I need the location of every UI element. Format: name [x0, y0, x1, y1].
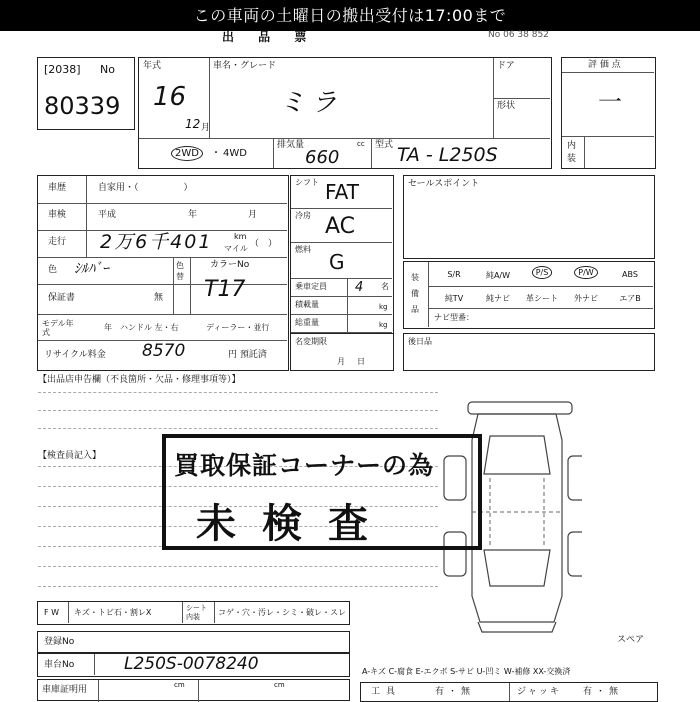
recycle-value: 8570 [142, 341, 186, 361]
model-year-value: 16 [153, 82, 187, 112]
notes-label: 【出品店申告欄（不良箇所・欠品・修理事項等）】 [38, 375, 241, 385]
registration-row [37, 631, 350, 653]
equip-power-window: P/W [566, 268, 606, 277]
afterfit-box [403, 333, 655, 371]
recycle-label: リサイクル料金 [44, 350, 106, 360]
equip-alloy-wheel: 純A/W [485, 271, 511, 280]
history-label: 車歴 [48, 183, 67, 193]
meigi-box [290, 333, 394, 371]
model-year-row-handle: ハンドル 左・右 [120, 323, 179, 332]
afterfit-label: 後日品 [408, 337, 432, 346]
interior-label: 内装 [567, 141, 577, 164]
inspection-year: 年 [188, 210, 198, 220]
capacity-value: 4 [355, 280, 364, 295]
certificate-label: 車庫証明用 [42, 685, 88, 695]
chassis-label: 車台No [44, 660, 75, 670]
fuel-value: G [329, 250, 345, 274]
equip-navi: 純ナビ [486, 294, 510, 303]
fw-row [37, 601, 350, 625]
fw-label: F W [44, 608, 60, 617]
color-code-label: カラーNo [210, 260, 250, 270]
detail-box [37, 175, 289, 371]
saturday-pickup-banner: この車両の土曜日の搬出受付は17:00まで [0, 0, 700, 31]
mileage-unit-mile: マイル [224, 244, 248, 253]
registration-label: 登録No [44, 637, 75, 647]
equip-airbag: エアB [619, 294, 641, 303]
shift-label: シフト [295, 178, 319, 187]
color-value: ｼﾙﾊﾞｰ [74, 261, 109, 277]
certificate-row [37, 679, 350, 701]
car-name-label: 車名・グレード [213, 61, 277, 71]
seat-label: シート内装 [186, 604, 207, 621]
inspection-era: 平成 [98, 210, 117, 220]
stamp-title: 買取保証コーナーの為 [174, 451, 435, 480]
capacity-label: 乗車定員 [295, 282, 327, 291]
model-year-row-dealer: ディーラー・並行 [206, 323, 270, 332]
tools-value: 有・無 [435, 687, 475, 697]
score-label: 評 価 点 [588, 60, 621, 70]
lot-code: [2038] [44, 63, 81, 76]
aircon-label: 冷房 [295, 211, 311, 220]
inspection-month: 月 [248, 210, 258, 220]
fuel-label: 燃料 [295, 245, 311, 254]
jack-value: 有・無 [583, 687, 623, 697]
score-value: 一 [598, 88, 622, 116]
sales-point-label: セールスポイント [408, 179, 480, 189]
tools-row [360, 682, 658, 702]
model-year-row-year: 年 [104, 323, 112, 332]
warranty-value: 無 [154, 293, 164, 303]
model-year-row-label: モデル年式 [42, 319, 74, 337]
mileage-label: 走行 [48, 237, 67, 247]
spare-label: スペア [617, 635, 645, 645]
equip-tv: 純TV [444, 294, 464, 303]
shift-value: FAT [325, 180, 360, 204]
displacement-unit: cc [357, 140, 365, 148]
capacity-unit: 名 [381, 282, 389, 291]
gross-unit: kg [379, 321, 388, 329]
equipment-box [403, 261, 655, 329]
mileage-unit-km: km [234, 232, 247, 241]
damage-legend: A-キズ C-腐食 E-エクボ S-サビ U-凹ミ W-補修 XX-交換済 [362, 667, 571, 676]
vehicle-info-box [138, 57, 552, 169]
color-change-label: 色替 [176, 261, 184, 281]
mileage-paren: （ ） [250, 239, 278, 249]
model-year-label: 年式 [143, 61, 162, 71]
lot-no-label: No [100, 63, 115, 76]
chassis-row [37, 653, 350, 677]
warranty-label: 保証書 [48, 293, 76, 303]
model-month-unit: 月 [201, 123, 211, 133]
chassis-value: L250S-0078240 [124, 654, 259, 674]
certificate-unit-1: cm [174, 681, 185, 689]
tools-label: 工具 [371, 687, 402, 697]
history-value: 自家用・（ ） [98, 183, 193, 193]
shape-label: 形状 [497, 101, 516, 111]
navi-model-label: ナビ型番： [434, 313, 474, 322]
sheet-serial: No 06 38 852 [488, 30, 549, 40]
sheet-title: 出 品 票 [222, 30, 317, 44]
equip-ext-navi: 外ナビ [574, 294, 598, 303]
sales-point-box [403, 175, 655, 259]
displacement-label: 排気量 [277, 140, 305, 150]
lot-number: 80339 [44, 92, 121, 120]
mileage-value: 2万6千401 [100, 231, 213, 253]
stamp-main: 未検査 [196, 500, 394, 547]
equipment-label: 装備品 [411, 273, 419, 314]
inspector-label: 【検査員記入】 [38, 451, 102, 461]
color-code-value: T17 [204, 277, 246, 302]
displacement-value: 660 [305, 147, 340, 168]
equip-sunroof: S/R [447, 270, 461, 279]
fw-items: キズ・トビ石・割レX [74, 608, 152, 617]
drive-sep: ・ [211, 148, 221, 159]
certificate-unit-2: cm [274, 681, 285, 689]
uninspected-stamp [162, 434, 482, 550]
load-unit: kg [379, 303, 388, 311]
equip-power-steering: P/S [522, 268, 562, 277]
model-code-value: TA - L250S [397, 144, 498, 166]
aircon-value: AC [325, 214, 356, 239]
lot-box [37, 57, 135, 130]
equip-leather: 革シート [526, 294, 558, 303]
door-label: ドア [497, 61, 515, 71]
drive-2wd: 2WD [171, 149, 203, 159]
model-month-value: 12 [185, 117, 201, 131]
meigi-label: 名変期限 [295, 337, 327, 346]
model-code-label: 型式 [375, 140, 394, 150]
meigi-unit: 月 日 [337, 357, 367, 366]
recycle-unit: 円 預託済 [228, 350, 267, 360]
drive-4wd: 4WD [223, 148, 247, 159]
seat-items: コゲ・穴・汚レ・シミ・破レ・スレ [218, 608, 346, 617]
inspection-label: 車検 [48, 210, 67, 220]
color-label: 色 [48, 265, 58, 275]
equip-abs: ABS [622, 270, 638, 279]
gross-label: 総重量 [295, 318, 319, 327]
score-box [561, 57, 656, 169]
jack-label: ジャッキ [517, 687, 561, 697]
car-name-value: ミラ [279, 88, 344, 118]
load-label: 積載量 [295, 300, 319, 309]
